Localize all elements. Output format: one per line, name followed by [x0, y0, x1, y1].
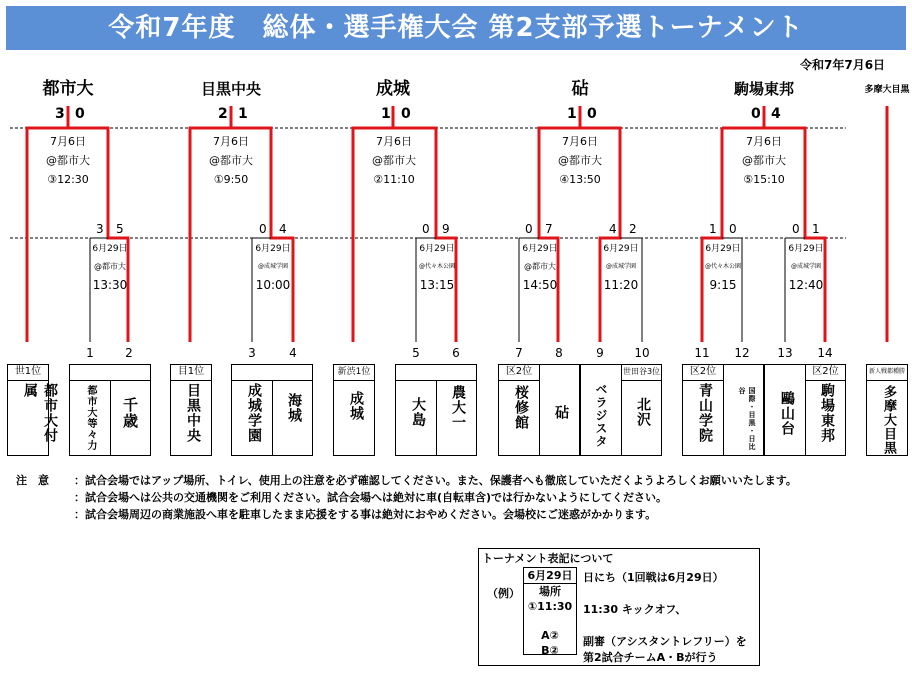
seed-number: 6: [452, 346, 460, 360]
score: 0: [792, 222, 800, 236]
score: 0: [525, 222, 533, 236]
score: 0: [259, 222, 267, 236]
match-info: 6月29日 @都市大 13:30: [92, 244, 128, 292]
score: 4: [609, 222, 617, 236]
match-info: 7月6日 @都市大 ③12:30: [46, 135, 90, 186]
score: 0: [75, 106, 85, 122]
team-box: 大島 農大一: [395, 364, 477, 456]
match-info: 6月29日 @成城学園 10:00: [255, 244, 291, 292]
seed-number: 11: [694, 346, 710, 360]
finalist-name: 成城: [376, 79, 410, 99]
match-info: 6月29日 @代々木公園 9:15: [704, 244, 741, 292]
team-box: 区2位 鷗山台 駒場東邦: [764, 364, 846, 456]
score: 7: [545, 222, 553, 236]
finalist-name: 砧: [571, 79, 589, 99]
finalist-name: 目黒中央: [200, 80, 261, 98]
team-box: 目1位 目黒中央: [170, 364, 212, 456]
seed-number: 1: [86, 346, 94, 360]
seed-number: 10: [634, 346, 650, 360]
team-box: 新渋1位 成城: [333, 364, 375, 456]
legend-box: トーナメント表記について （例） 6月29日 場所 ①11:30 A② B② 日にち（1回戦は6月29日） 11:30 キックオフ、 副審（アシスタントレフリー）を 第2試合チームA・Bが行う: [478, 548, 760, 666]
seed-number: 13: [777, 346, 793, 360]
score: 4: [279, 222, 287, 236]
match-info: 6月29日 @代々木公園 13:15: [418, 244, 455, 292]
seed-number: 2: [125, 346, 133, 360]
seed-number: 5: [412, 346, 420, 360]
team-box: 成城学園 海城: [231, 364, 313, 456]
score: 0: [729, 222, 737, 236]
finalist-name: 多摩大目黒: [864, 85, 910, 95]
team-box: 新人戦都種勝 多摩大目黒: [866, 364, 908, 456]
score: 0: [587, 106, 597, 122]
score: 9: [442, 222, 450, 236]
score: 2: [218, 106, 228, 122]
match-info: 7月6日 @都市大 ①9:50: [209, 135, 253, 186]
note-line: ：試合会場へは公共の交通機関をご利用ください。試合会場へは絶対に車(自転車含)では行かないようにしてください。: [74, 491, 668, 504]
legend-sample-cell: 6月29日 場所 ①11:30 A② B②: [523, 567, 577, 655]
match-info: 6月29日 @都市大 14:50: [522, 244, 558, 292]
note-line: ：試合会場周辺の商業施設へ車を駐車したまま応援をする事は絶対におやめください。会場校にご迷惑がかかります。: [74, 508, 657, 521]
seed-number: 7: [515, 346, 523, 360]
match-info: 6月29日 @成城学園 12:40: [788, 244, 824, 292]
notes-label: 注 意: [16, 474, 49, 487]
finalist-name: 都市大: [42, 79, 94, 99]
score: 3: [55, 106, 65, 122]
seed-number: 4: [289, 346, 297, 360]
team-box: 都市大等々力 千歳: [69, 364, 151, 456]
score: 2: [629, 222, 637, 236]
team-box: 世1位 都市大付属: [7, 364, 49, 456]
team-box: 区2位 桜修館 砧: [498, 364, 580, 456]
notes: [16, 472, 797, 523]
match-info: 7月6日 @都市大 ⑤15:10: [742, 135, 786, 186]
match-info: 7月6日 @都市大 ④13:50: [558, 135, 602, 186]
score: 1: [238, 106, 248, 122]
score: 3: [96, 222, 104, 236]
page-title: 令和7年度 総体・選手権大会 第2支部予選トーナメント: [6, 6, 906, 50]
tournament-date: 令和7年7月6日: [800, 58, 886, 72]
seed-number: 14: [817, 346, 833, 360]
score: 0: [751, 106, 761, 122]
match-info: 7月6日 @都市大 ②11:10: [372, 135, 416, 186]
team-box: 区2位 青山学院 国際・目黒・日比谷: [682, 364, 764, 456]
score: 1: [381, 106, 391, 122]
score: 0: [422, 222, 430, 236]
finalist-name: 駒場東邦: [733, 80, 794, 98]
legend-example: （例）: [487, 587, 520, 600]
note-line: ：試合会場ではアップ場所、トイレ、使用上の注意を必ず確認してください。また、保護者へも徹底していただくようよろしくお願いいたします。: [74, 474, 797, 487]
legend-title: トーナメント表記について: [482, 552, 614, 565]
score: 1: [709, 222, 717, 236]
seed-number: 8: [555, 346, 563, 360]
seed-number: 9: [596, 346, 604, 360]
team-box: 世田谷3位 ベラジスタ 北沢: [580, 364, 662, 456]
seed-number: 12: [734, 346, 750, 360]
seed-number: 3: [248, 346, 256, 360]
score: 1: [567, 106, 577, 122]
score: 4: [771, 106, 781, 122]
score: 1: [812, 222, 820, 236]
score: 5: [116, 222, 124, 236]
match-info: 6月29日 @成城学園 11:20: [603, 244, 639, 292]
score: 0: [401, 106, 411, 122]
